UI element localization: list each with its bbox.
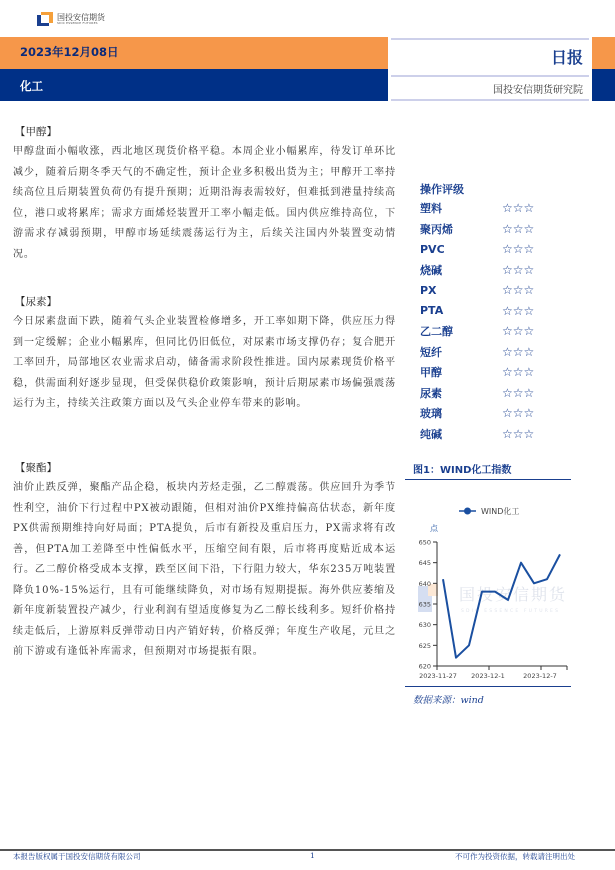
star-rating-icon: ☆☆☆ (502, 324, 535, 339)
svg-text:625: 625 (418, 641, 431, 650)
star-rating-icon: ☆☆☆ (502, 201, 535, 216)
footer-copyright: 本报告版权属于国投安信期货有限公司 (13, 852, 141, 861)
report-type: 日报 (550, 48, 583, 67)
svg-text:SDIC ESSENCE FUTURES: SDIC ESSENCE FUTURES (461, 609, 561, 614)
rating-name: 乙二醇 (420, 325, 453, 339)
svg-text:650: 650 (418, 538, 431, 547)
star-rating-icon: ☆☆☆ (502, 344, 535, 359)
svg-text:2023-12-7: 2023-12-7 (523, 672, 557, 680)
section-body-methanol: 甲醇盘面小幅收涨，西北地区现货价格平稳。本周企业小幅累库，待发订单环比减少，随着后期冬季天气的不确定性，预计企业多积极出货为主；甲醇开工率持续高位且后期装置负荷仍有提升预期；近期沿海表需较好，但难抵到港量持续高位，港口或将累库；需求方面烯烃装置开工率小幅走低。国内供应维持高位，下游需求存减弱预期，甲醇市场延续震荡运行为主，后续关注国内外装置变动情况。 (13, 146, 396, 260)
rating-name: PVC (420, 242, 445, 256)
rating-name: PX (420, 283, 437, 297)
logo-icon (37, 12, 53, 26)
svg-text:620: 620 (418, 662, 431, 671)
rating-row (420, 301, 534, 322)
rating-name: 塑料 (420, 202, 442, 216)
rating-row (420, 383, 534, 404)
rating-row (420, 198, 534, 219)
section-title-methanol: 【甲醇】 (15, 126, 57, 138)
institute-name: 国投安信期货研究院 (493, 85, 583, 96)
star-rating-icon: ☆☆☆ (502, 262, 535, 277)
rating-row (420, 239, 534, 260)
svg-text:645: 645 (418, 559, 431, 568)
svg-text:WIND化工: WIND化工 (481, 507, 520, 516)
footer-disclaimer: 不可作为投资依据，转载请注明出处 (455, 852, 575, 861)
company-logo (37, 12, 105, 26)
star-rating-icon: ☆☆☆ (502, 221, 535, 236)
rating-row (420, 280, 534, 301)
rating-name: 短纤 (420, 345, 442, 359)
ratings-title: 操作评级 (420, 183, 464, 196)
rating-row (420, 260, 534, 281)
star-rating-icon: ☆☆☆ (502, 242, 535, 257)
page-number: 1 (310, 851, 315, 860)
rating-name: PTA (420, 304, 444, 318)
rating-name: 甲醇 (420, 366, 442, 380)
star-rating-icon: ☆☆☆ (502, 303, 535, 318)
section-body-urea: 今日尿素盘面下跌，随着气头企业装置检修增多，开工率如期下降，供应压力得到一定缓解；企业小幅累库，但同比仍旧低位，对尿素市场支撑仍存；复合肥开工率回升，局部地区农业需求启动，储备需求阶段性推进。国内尿素现货价格平稳，供需面利好逐步显现，但受保供稳价政策影响，预计后期尿素市场偏强震荡运行为主，持续关注政策方面以及气头企业停车带来的影响。 (13, 316, 396, 409)
rating-row (420, 403, 534, 424)
svg-text:635: 635 (418, 600, 431, 609)
ratings-list (420, 198, 534, 444)
svg-text:630: 630 (418, 621, 431, 630)
section-title-polyester: 【聚酯】 (15, 462, 57, 474)
report-date: 2023年12月08日 (20, 45, 119, 59)
watermark (418, 584, 567, 614)
section-body-polyester: 油价止跌反弹，聚酯产品企稳，板块内芳烃走强，乙二醇震荡。供应回升为季节性利空，油价下行过程中PX被动跟随，但相对油价PX维持偏高估状态，新年度PX供需预期维持向好局面；PTA提负，后市有新投及重启压力，PX需求将有改善，但PTA加工差降至中性偏低水平，压缩空间有限，后市将再度贴近成本运行。乙二醇价格受成本支撑，跌至区间下沿，下行阻力较大，华东235万吨装置降负10%-15%运行，且有可能继续降负，对市场有短期提振。海外供应萎缩及新年度新装置投产减少，行业利润有望适度修复为乙二醇长线利多。短纤价格持续走低后，上游原料反弹带动日内产销好转，价格反弹；年度生产收尾，元旦之前下游或有逢低补库需求，但预期对市场提振有限。 (13, 482, 396, 657)
rating-name: 尿素 (420, 386, 442, 400)
svg-text:国投安信期货: 国投安信期货 (459, 585, 568, 604)
rating-name: 纯碱 (420, 427, 442, 441)
star-rating-icon: ☆☆☆ (502, 385, 535, 400)
rating-name: 玻璃 (420, 407, 442, 421)
svg-text:2023-12-1: 2023-12-1 (471, 672, 505, 680)
rating-name: 聚丙烯 (420, 222, 453, 236)
logo-name-cn: 国投安信期货 (57, 12, 105, 22)
star-rating-icon: ☆☆☆ (502, 406, 535, 421)
rating-row (420, 219, 534, 240)
section-title-urea: 【尿素】 (15, 296, 57, 308)
rating-name: 烧碱 (420, 263, 442, 277)
figure-title: 图1：WIND化工指数 (413, 465, 512, 476)
logo-name-en: SDIC ESSENCE FUTURES (57, 20, 98, 25)
svg-text:2023-11-27: 2023-11-27 (419, 672, 457, 680)
star-rating-icon: ☆☆☆ (502, 365, 535, 380)
rating-row (420, 342, 534, 363)
line-chart (405, 480, 615, 686)
svg-text:640: 640 (418, 579, 431, 588)
rating-row (420, 321, 534, 342)
rating-row (420, 424, 534, 445)
star-rating-icon: ☆☆☆ (502, 283, 535, 298)
figure-bottom-divider (405, 686, 571, 687)
data-source: 数据来源：wind (413, 695, 484, 706)
chart-legend (459, 506, 519, 516)
rating-row (420, 362, 534, 383)
report-sector: 化工 (20, 79, 43, 93)
svg-text:点: 点 (430, 524, 438, 533)
star-rating-icon: ☆☆☆ (502, 426, 535, 441)
report-title-box (388, 37, 592, 101)
